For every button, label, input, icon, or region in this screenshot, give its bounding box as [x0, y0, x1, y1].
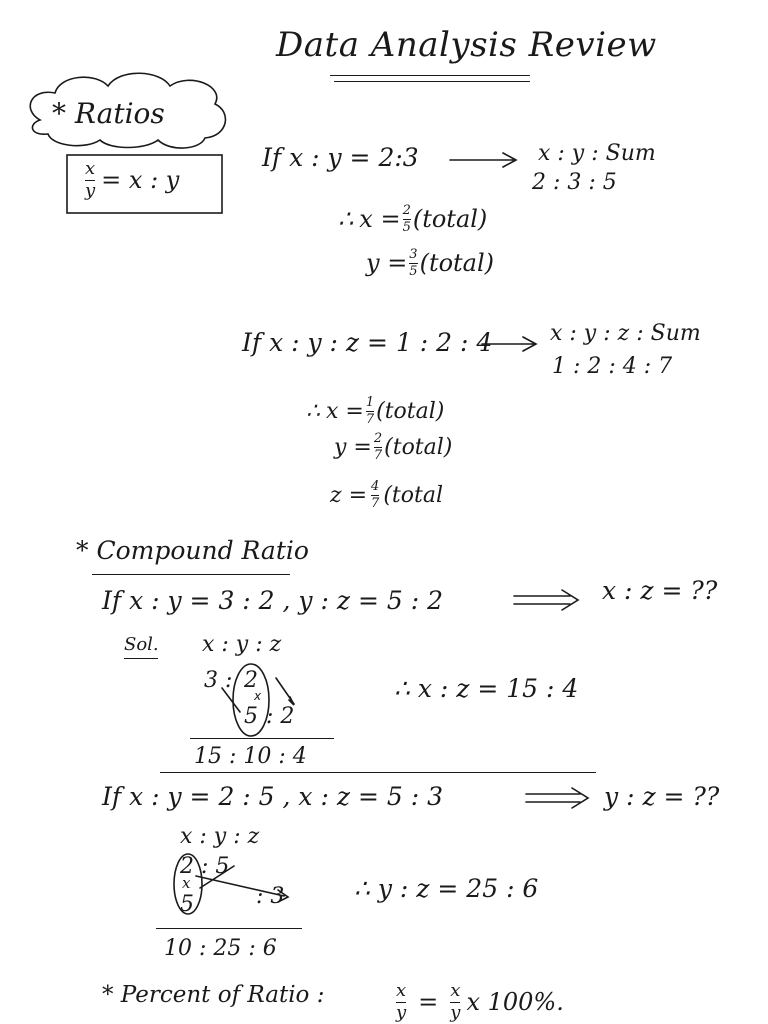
therefore-symbol: ∴: [306, 398, 320, 424]
frac-den: 7: [365, 411, 375, 427]
cr1-cols: x : y : z: [202, 632, 282, 657]
def-rhs: = x : y: [101, 166, 180, 195]
svg-text:x: x: [254, 689, 262, 703]
cr2-cols: x : y : z: [180, 824, 260, 849]
cr2-r3a: 5: [180, 892, 194, 917]
ex1-x-lhs: x =: [359, 205, 401, 234]
ex1-y-lhs: y =: [366, 249, 408, 278]
percent-eq: =: [418, 988, 439, 1017]
cr1-answer: ∴ x : z = 15 : 4: [394, 674, 579, 703]
ex2-header: x : y : z : Sum: [550, 321, 701, 346]
frac-num: 2: [402, 203, 411, 218]
ex1-values: 2 : 3 : 5: [532, 170, 617, 195]
percent-rhs-fraction: [450, 982, 460, 1023]
frac-num: 3: [409, 247, 418, 262]
def-num: x: [85, 158, 96, 179]
frac-den: 5: [409, 263, 418, 279]
cr1-result: 15 : 10 : 4: [194, 744, 307, 769]
frac-num: 4: [371, 479, 380, 494]
cr1-given: If x : y = 3 : 2 , y : z = 5 : 2: [102, 586, 444, 615]
ex2-x-lhs: x =: [326, 398, 364, 424]
cr2-r1: 2 : 5: [180, 854, 230, 879]
ex2-z-lhs: z =: [330, 482, 368, 508]
ex1-given: If x : y = 2:3: [262, 143, 419, 172]
cr1-question: x : z = ??: [602, 576, 718, 605]
percent-lhs-fraction: [396, 982, 406, 1023]
frac-num: 2: [373, 431, 383, 446]
frac-den: y: [450, 1001, 461, 1023]
frac-den: 7: [371, 495, 380, 511]
frac-num: x: [450, 980, 461, 1001]
cr1-row2b: : 2: [266, 704, 295, 729]
cr1-row2a: 5: [244, 704, 258, 729]
percent-formula: [396, 982, 564, 1023]
ex2-given: If x : y : z = 1 : 2 : 4: [242, 328, 493, 357]
cr2-r2: x: [182, 874, 191, 892]
frac-num: x: [396, 980, 407, 1001]
ex1-y-rhs: (total): [419, 249, 495, 278]
def-den: y: [85, 179, 96, 201]
compound-heading: * Compound Ratio: [76, 536, 309, 565]
ex2-y-lhs: y =: [334, 434, 372, 460]
ex2-y-rhs: (total): [384, 434, 453, 460]
page-title: Data Analysis Review: [276, 25, 657, 65]
cr2-result-rule: [156, 928, 302, 929]
ex2-values: 1 : 2 : 4 : 7: [552, 354, 673, 379]
percent-tail: x 100%.: [466, 988, 564, 1017]
ex2-z-rhs: (total: [383, 482, 443, 508]
ex2-x-rhs: (total): [376, 398, 445, 424]
frac-num: 1: [365, 395, 375, 410]
cr2-question: y : z = ??: [604, 782, 720, 811]
cr2-result: 10 : 25 : 6: [164, 936, 277, 961]
ratios-heading: * Ratios: [52, 97, 165, 130]
cr2-given: If x : y = 2 : 5 , x : z = 5 : 3: [102, 782, 443, 811]
therefore-symbol: ∴: [338, 205, 354, 234]
cr2-answer: ∴ y : z = 25 : 6: [354, 874, 539, 903]
frac-den: 5: [402, 219, 411, 235]
frac-den: 7: [373, 447, 383, 463]
percent-heading: * Percent of Ratio :: [102, 982, 325, 1008]
cr1-row1b: 2: [244, 668, 258, 693]
cr1-sol-label: Sol.: [124, 634, 159, 655]
ex1-x-rhs: (total): [412, 205, 488, 234]
cr2-r3b: : 3: [256, 884, 285, 909]
ex1-header: x : y : Sum: [538, 141, 656, 166]
cr1-row1a: 3 :: [204, 668, 233, 693]
frac-den: y: [396, 1001, 407, 1023]
